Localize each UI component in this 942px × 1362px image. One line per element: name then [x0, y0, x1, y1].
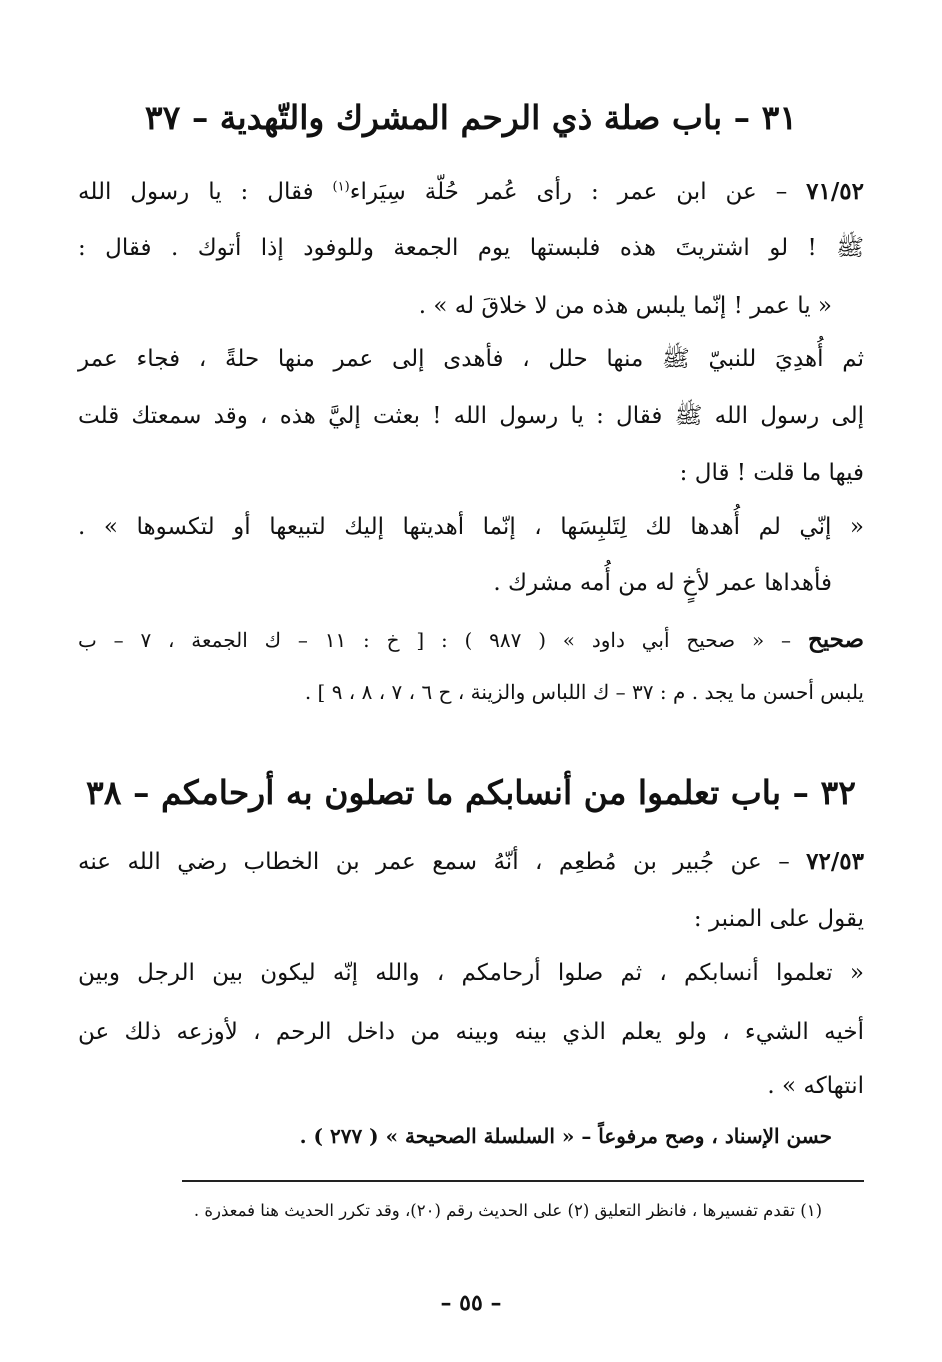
hadith-72-line-1: [78, 848, 864, 877]
section-32-heading: ٣٢ – باب تعلموا من أنسابكم ما تصلون به أرحامكم – ٣٨: [86, 773, 856, 812]
hadith-71-line-8: فأهداها عمر لأخٍ له من أُمه مشرك .: [493, 570, 832, 596]
hadith-72-line-2: يقول على المنبر :: [693, 906, 864, 932]
takhrij-line-1: [78, 626, 864, 654]
section-31-heading: ٣١ – باب صلة ذي الرحم المشرك والتّهدية – ٣٧: [144, 98, 798, 137]
hadith-71-line-2: ﷺ ! لو اشتريتَ هذه فلبستها يوم الجمعة وللوفود إذا أتوك . فقال :: [78, 235, 864, 261]
takhrij-line-2: يلبس أحسن ما يجد . م : ٣٧ – ك اللباس والزينة ، ح ٦ ، ٧ ، ٨ ، ٩ ] .: [304, 680, 864, 704]
hadith-text: – عن ابن عمر : رأى عُمر حُلّة سِيَراء: [349, 179, 807, 205]
hadith-71-line-1: [78, 178, 864, 207]
footnote-separator: [182, 1180, 864, 1182]
grade-line: حسن الإسناد ، وصح مرفوعاً – « السلسلة الصحيحة » ( ٢٧٧ ) .: [299, 1124, 832, 1148]
hadith-72-line-4: أخيه الشيء ، ولو يعلم الذي بينه وبينه من داخل الرحم ، لأوزعه ذلك عن: [78, 1019, 864, 1045]
hadith-number: ٧١/٥٢: [806, 178, 864, 205]
page-number: – ٥٥ –: [440, 1290, 502, 1316]
hadith-71-line-7: « إنّي لم أُهدها لك لِتَلبِسَها ، إنّما أهديتها إليك لتبيعها أو لتكسوها » .: [78, 514, 864, 540]
hadith-71-line-3: « يا عمر ! إنّما يلبس هذه من لا خلاقَ له » .: [418, 293, 832, 319]
hadith-text: – عن جُبير بن مُطعِم ، أنّهُ سمع عمر بن الخطاب رضي الله عنه: [78, 849, 807, 875]
hadith-71-line-6: فيها ما قلت ! قال :: [679, 460, 864, 486]
hadith-text-tail: فقال : يا رسول الله: [78, 179, 333, 205]
takhrij-text: – « صحيح أبي داود » ( ٩٨٧ ) : [ خ : ١١ – ك الجمعة ، ٧ – ب: [78, 628, 808, 652]
hadith-number: ٧٢/٥٣: [806, 848, 864, 875]
hadith-72-line-3: « تعلموا أنسابكم ، ثم صلوا أرحامكم ، والله إنّه ليكون بين الرجل وبين: [78, 960, 864, 986]
footnote-marker: (١): [332, 179, 350, 195]
hadith-71-line-4: ثم أُهدِيَ للنبيّ ﷺ منها حلل ، فأهدى إلى عمر منها حلةً ، فجاء عمر: [78, 346, 864, 372]
hadith-72-line-5: انتهاكه » .: [767, 1073, 864, 1099]
grade-label: صحيح: [807, 626, 865, 653]
footnote: (١) تقدم تفسيرها ، فانظر التعليق (٢) على الحديث رقم (٢٠)، وقد تكرر الحديث هنا فمعذرة .: [193, 1201, 822, 1220]
hadith-71-line-5: إلى رسول الله ﷺ فقال : يا رسول الله ! بعثت إليَّ هذه ، وقد سمعتك قلت: [78, 403, 864, 429]
